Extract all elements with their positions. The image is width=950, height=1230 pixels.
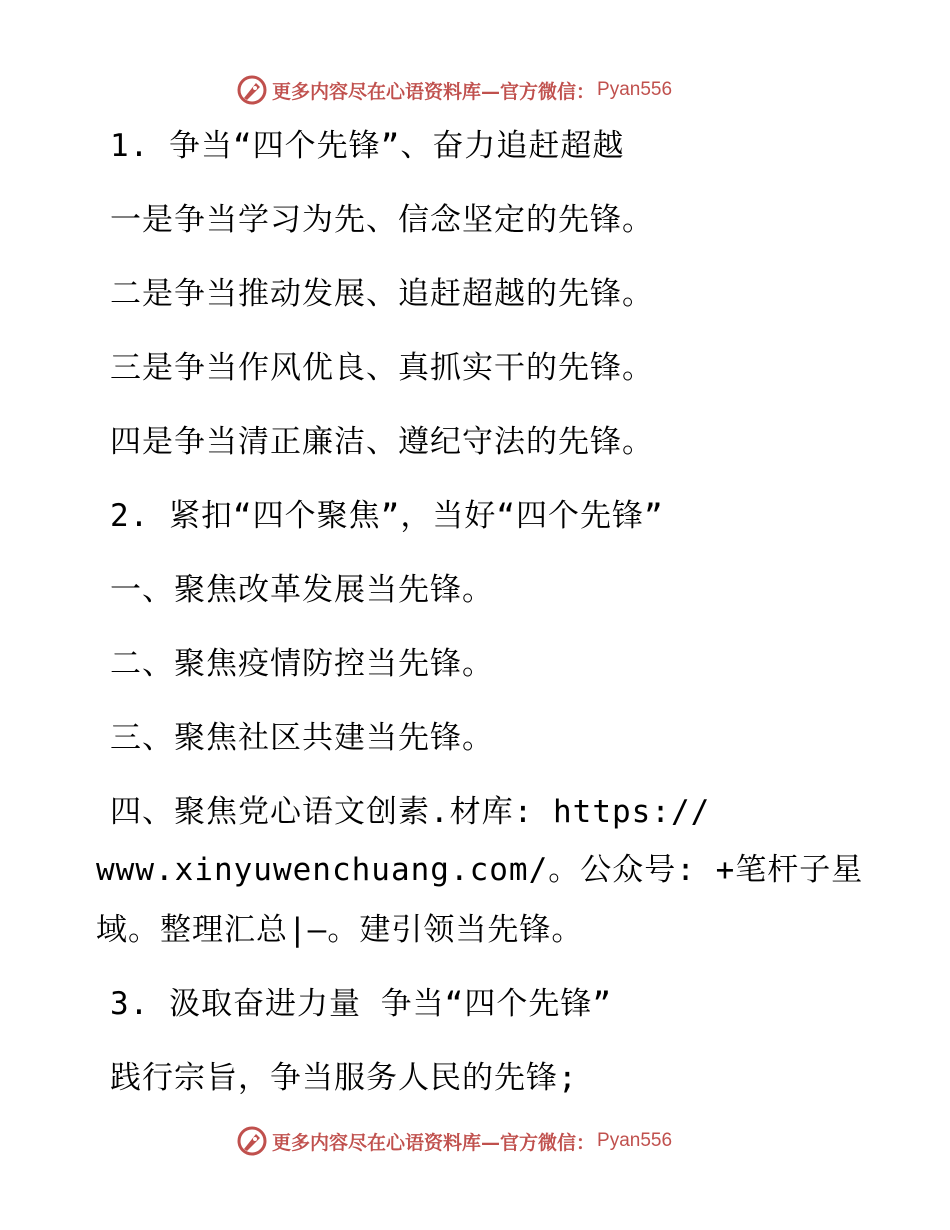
paragraph-line: 一、聚焦改革发展当先锋。 — [110, 572, 494, 608]
paragraph-line: 一是争当学习为先、信念坚定的先锋。 — [110, 202, 654, 238]
heading-2: 2. 紧扣“四个聚焦”，当好“四个先锋” — [110, 498, 664, 534]
footer-banner — [236, 1124, 672, 1158]
header-wechat-id: Pyan556 — [597, 79, 673, 100]
header-banner-text: 更多内容尽在心语资料库—官方微信： — [272, 80, 596, 103]
paragraph-line: 四、聚焦党心语文创素.材库: https:// — [110, 794, 711, 830]
paragraph-line: 三是争当作风优良、真抓实干的先锋。 — [110, 350, 654, 386]
pen-nib-circle-icon — [236, 1125, 268, 1157]
footer-wechat-id: Pyan556 — [597, 1130, 673, 1151]
paragraph-line: 二是争当推动发展、追赶超越的先锋。 — [110, 276, 654, 312]
paragraph-line: 四是争当清正廉洁、遵纪守法的先锋。 — [110, 424, 654, 460]
paragraph-line: 二、聚焦疫情防控当先锋。 — [110, 646, 494, 682]
paragraph-line: 三、聚焦社区共建当先锋。 — [110, 720, 494, 756]
header-banner — [236, 73, 672, 107]
paragraph-line: www.xinyuwenchuang.com/。公众号: +笔杆子星 — [96, 852, 864, 888]
heading-3: 3. 汲取奋进力量 争当“四个先锋” — [110, 986, 612, 1022]
footer-banner-text: 更多内容尽在心语资料库—官方微信： — [272, 1131, 596, 1154]
paragraph-line: 践行宗旨，争当服务人民的先锋; — [110, 1060, 578, 1096]
heading-1: 1. 争当“四个先锋”、奋力追赶超越 — [110, 128, 625, 164]
pen-nib-circle-icon — [236, 74, 268, 106]
paragraph-line: 域。整理汇总|—。建引领当先锋。 — [96, 912, 584, 948]
